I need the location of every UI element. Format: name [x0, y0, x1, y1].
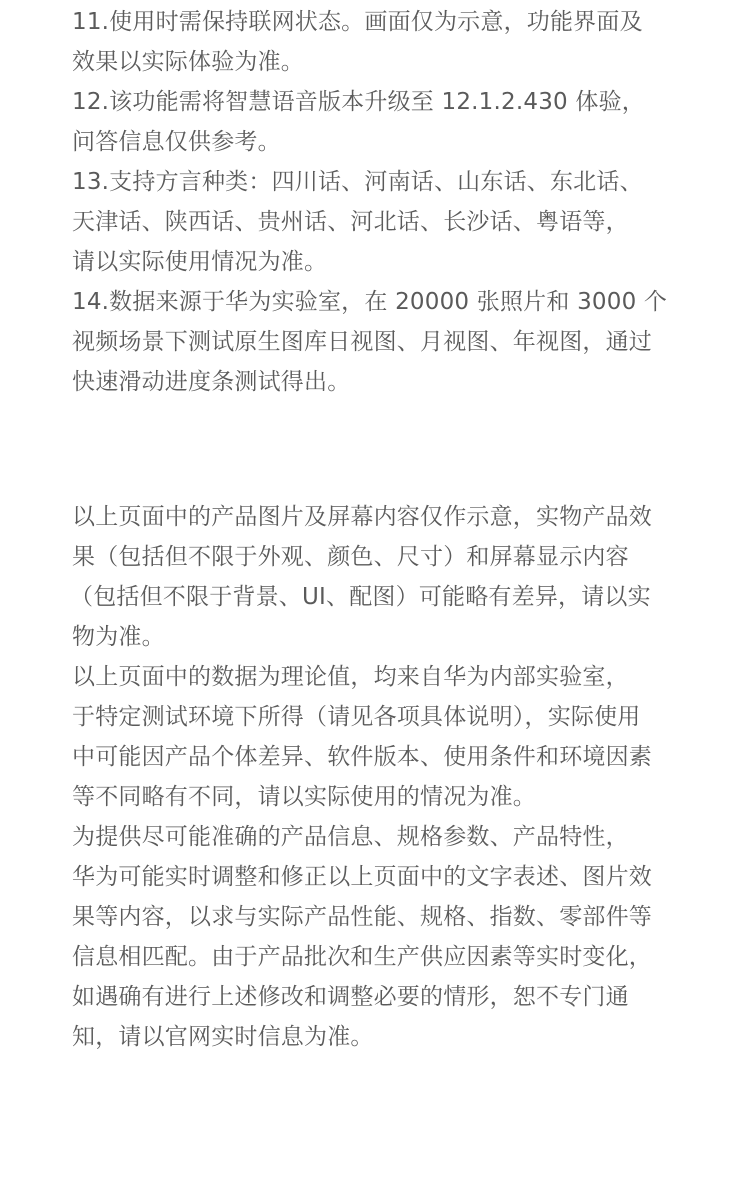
footnote-line: 问答信息仅供参考。: [72, 129, 281, 155]
footnote-line: 效果以实际体验为准。: [72, 49, 304, 75]
disclaimer-line: 华为可能实时调整和修正以上页面中的文字表述、图片效: [72, 864, 652, 890]
footnote-line: 14.数据来源于华为实验室，在 20000 张照片和 3000 个: [72, 289, 668, 315]
disclaimer-line: 果等内容，以求与实际产品性能、规格、指数、零部件等: [72, 904, 652, 930]
disclaimer-line: 于特定测试环境下所得（请见各项具体说明），实际使用: [72, 704, 641, 730]
disclaimer-product-images: [72, 497, 692, 657]
footnote-11: [72, 2, 692, 82]
footnote-line: 12.该功能需将智慧语音版本升级至 12.1.2.430 体验，: [72, 89, 645, 115]
footnote-line: 快速滑动进度条测试得出。: [72, 369, 351, 395]
disclaimer-line: 信息相匹配。由于产品批次和生产供应因素等实时变化，: [72, 944, 652, 970]
disclaimer-line: 中可能因产品个体差异、软件版本、使用条件和环境因素: [72, 744, 652, 770]
footnote-line: 请以实际使用情况为准。: [72, 249, 328, 275]
disclaimer-realtime-adjustment: [72, 817, 692, 1057]
disclaimer-line: 知，请以官网实时信息为准。: [72, 1024, 374, 1050]
disclaimer-line: 物为准。: [72, 624, 165, 650]
disclaimer-line: 果（包括但不限于外观、颜色、尺寸）和屏幕显示内容: [72, 544, 629, 570]
footnote-line: 天津话、陕西话、贵州话、河北话、长沙话、粤语等，: [72, 209, 629, 235]
footnote-line: 视频场景下测试原生图库日视图、月视图、年视图，通过: [72, 329, 652, 355]
footnote-13: [72, 162, 692, 282]
disclaimer-line: 如遇确有进行上述修改和调整必要的情形，恕不专门通: [72, 984, 629, 1010]
footnotes-section: [72, 2, 692, 402]
disclaimer-section: [72, 497, 692, 1057]
disclaimer-line: （包括但不限于背景、UI、配图）可能略有差异，请以实: [70, 584, 651, 610]
disclaimer-line: 以上页面中的产品图片及屏幕内容仅作示意，实物产品效: [72, 504, 652, 530]
footnote-line: 11.使用时需保持联网状态。画面仅为示意，功能界面及: [72, 9, 643, 35]
disclaimer-line: 以上页面中的数据为理论值，均来自华为内部实验室，: [72, 664, 629, 690]
disclaimer-line: 等不同略有不同，请以实际使用的情况为准。: [72, 784, 536, 810]
disclaimer-theoretical-data: [72, 657, 692, 817]
disclaimer-line: 为提供尽可能准确的产品信息、规格参数、产品特性，: [72, 824, 629, 850]
footnote-12: [72, 82, 692, 162]
footnote-14: [72, 282, 692, 402]
footnote-line: 13.支持方言种类：四川话、河南话、山东话、东北话、: [72, 169, 643, 195]
